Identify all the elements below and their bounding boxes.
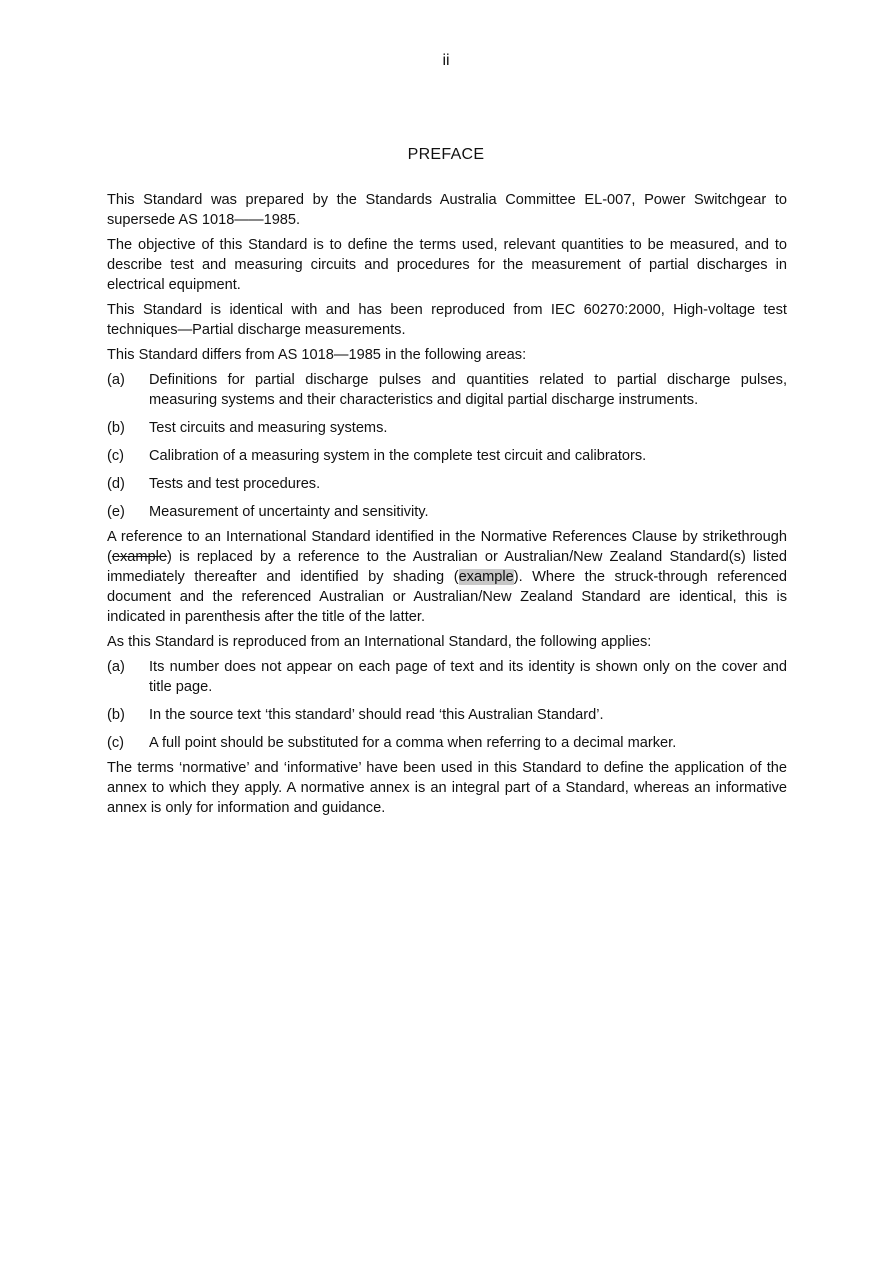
list-item-label: (b) [107,420,125,436]
preface-body [107,190,787,823]
list-item-label: (e) [107,504,125,520]
applies-list [107,657,787,753]
list-item-text: In the source text ‘this standard’ should read ‘this Australian Standard’. [149,707,604,723]
references-text-part-3: ). Where the struck-through referenced document and the referenced Australian or Australian/New Zealand Standard are identical, this is indicated in parenthesis after the title of the latter. [107,569,788,625]
preface-paragraph-references [107,527,787,627]
list-item [107,474,787,494]
list-item-text: Its number does not appear on each page of text and its identity is shown only on the cover and title page. [149,659,787,695]
list-item [107,370,787,410]
preface-paragraph-committee: This Standard was prepared by the Standards Australia Committee EL-007, Power Switchgear to supersede AS 1018——1985. [107,192,787,228]
list-item-label: (b) [107,707,125,723]
list-item [107,733,787,753]
list-item-label: (a) [107,372,125,388]
list-item [107,657,787,697]
list-item-text: Test circuits and measuring systems. [149,420,388,436]
list-item-text: A full point should be substituted for a comma when referring to a decimal marker. [149,735,677,751]
list-item-text: Tests and test procedures. [149,476,321,492]
preface-paragraph-annexes: The terms ‘normative’ and ‘informative’ have been used in this Standard to define the application of the annex to which they apply. A normative annex is an integral part of a Standard, whereas an informative annex is only for information and guidance. [107,760,787,816]
page-title: PREFACE [407,146,485,163]
list-item-text: Definitions for partial discharge pulses and quantities related to partial discharge pulses, measuring systems and their characteristics and digital partial discharge instruments. [149,372,787,408]
preface-paragraph-objective: The objective of this Standard is to define the terms used, relevant quantities to be measured, and to describe test and measuring circuits and procedures for the measurement of partial discharges in electrical equipment. [107,237,787,293]
list-item [107,502,787,522]
references-text-part-2: ) is replaced by a reference to the Australian or Australian/New Zealand Standard(s) listed immediately thereafter and identified by shading ( [107,549,787,585]
list-item [107,446,787,466]
preface-paragraph-applies: As this Standard is reproduced from an International Standard, the following applies: [107,634,652,650]
list-item-label: (d) [107,476,125,492]
page-number: ii [442,52,450,69]
shaded-example: example [458,569,514,585]
list-item-label: (a) [107,659,125,675]
list-item-text: Calibration of a measuring system in the complete test circuit and calibrators. [149,448,647,464]
references-text-part-1: A reference to an International Standard identified in the Normative References Clause by strikethrough ( [107,529,787,565]
preface-paragraph-identical: This Standard is identical with and has been reproduced from IEC 60270:2000, High-voltage test techniques—Partial discharge measurements. [107,302,787,338]
list-item-label: (c) [107,448,125,464]
list-item [107,705,787,725]
list-item-label: (c) [107,735,125,751]
differences-list [107,370,787,522]
preface-paragraph-differs: This Standard differs from AS 1018—1985 in the following areas: [107,347,527,363]
list-item [107,418,787,438]
list-item-text: Measurement of uncertainty and sensitivity. [149,504,429,520]
strikethrough-example: example [111,549,168,565]
